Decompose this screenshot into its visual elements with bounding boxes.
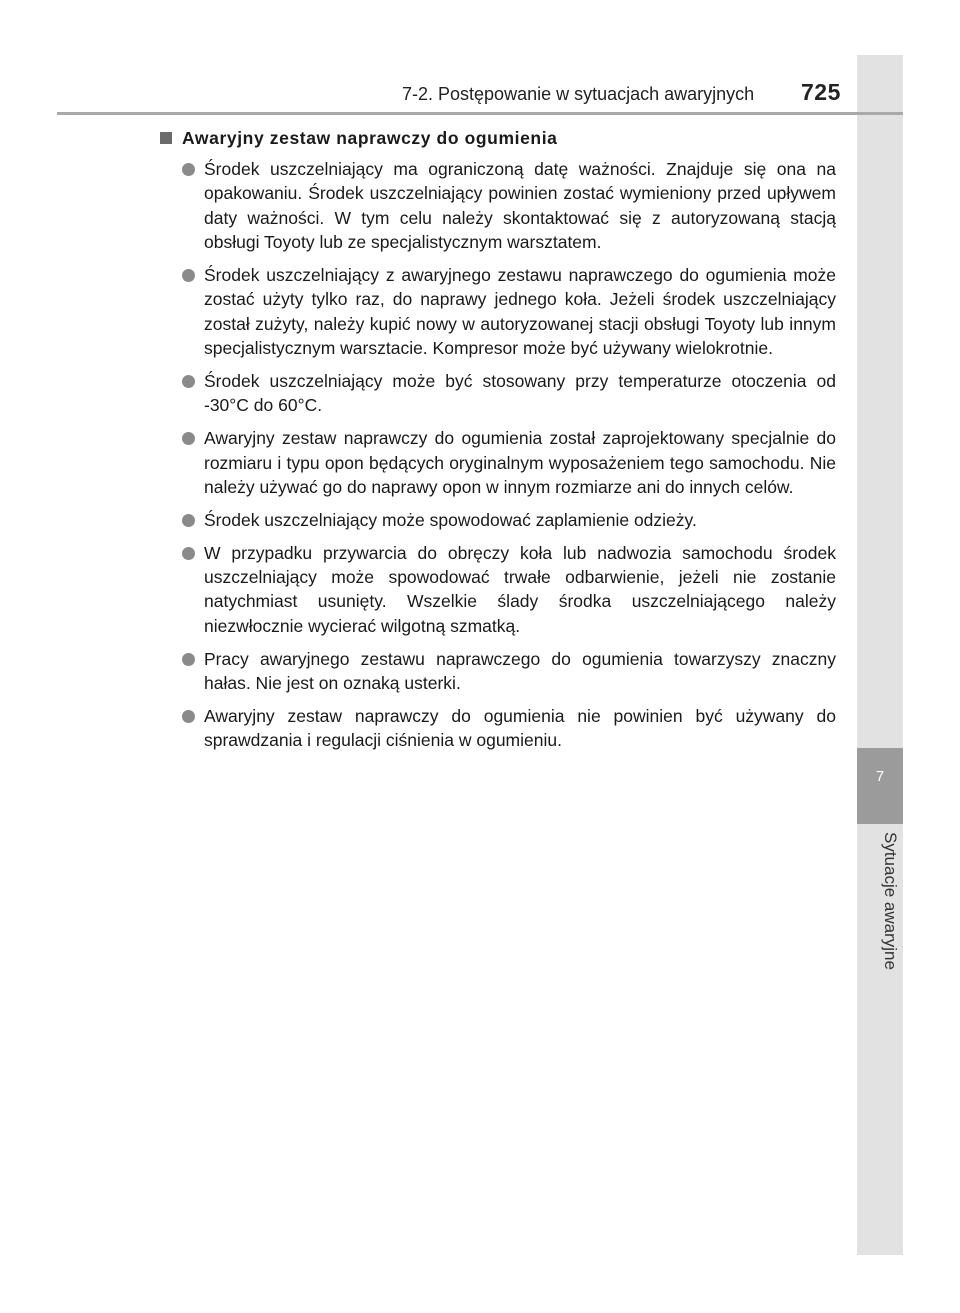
list-item-text: Awaryjny zestaw naprawczy do ogumienia został zaprojektowany specjalnie do rozmiaru i typu opon będących oryginalnym wyposażeniem tego samochodu. Nie należy używać go do naprawy opon w innym rozmiarze ani do innych celów. bbox=[204, 428, 836, 498]
circle-bullet-icon bbox=[182, 269, 195, 282]
list-item bbox=[160, 426, 836, 499]
page-number: 725 bbox=[801, 79, 841, 105]
circle-bullet-icon bbox=[182, 710, 195, 723]
list-item-text: Środek uszczelniający może być stosowany przy temperaturze otoczenia od -30°C do 60°C. bbox=[204, 371, 836, 416]
list-item bbox=[160, 157, 836, 255]
list-item bbox=[160, 541, 836, 639]
chapter-number-tab bbox=[857, 748, 903, 824]
section-heading bbox=[160, 126, 836, 150]
list-item-text: Środek uszczelniający ma ograniczoną datę ważności. Znajduje się ona na opakowaniu. Środek uszczelniający powinien zostać wymieniony przed upływem daty ważności. W tym celu należy skontaktować się z autoryzowaną stacją obsługi Toyoty lub ze specjalistycznym warsztatem. bbox=[204, 159, 836, 253]
list-item-text: W przypadku przywarcia do obręczy koła lub nadwozia samochodu środek uszczelniający może spowodować trwałe odbarwienie, jeżeli nie zostanie natychmiast usunięty. Wszelkie ślady środka uszczelniającego należy niezwłocznie wycierać wilgotną szmatką. bbox=[204, 542, 836, 636]
circle-bullet-icon bbox=[182, 163, 195, 176]
chapter-label: Sytuacje awaryjne bbox=[881, 832, 900, 970]
list-item-text: Środek uszczelniający może spowodować zaplamienie odzieży. bbox=[204, 509, 697, 530]
list-item bbox=[160, 704, 836, 753]
square-bullet-icon bbox=[160, 132, 172, 144]
circle-bullet-icon bbox=[182, 547, 195, 560]
chapter-number: 7 bbox=[875, 768, 885, 785]
list-item bbox=[160, 508, 836, 532]
list-item-text: Środek uszczelniający z awaryjnego zestawu naprawczego do ogumienia może zostać użyty tylko raz, do naprawy jednego koła. Jeżeli środek uszczelniający został zużyty, należy kupić nowy w autoryzowanej stacji obsługi Toyoty lub innym specjalistycznym warsztacie. Kompresor może być używany wielokrotnie. bbox=[204, 265, 836, 359]
header-divider bbox=[57, 112, 903, 115]
section-heading-text: Awaryjny zestaw naprawczy do ogumienia bbox=[182, 128, 558, 148]
circle-bullet-icon bbox=[182, 375, 195, 388]
list-item-text: Pracy awaryjnego zestawu naprawczego do ogumienia towarzyszy znaczny hałas. Nie jest on oznaką usterki. bbox=[204, 648, 836, 694]
circle-bullet-icon bbox=[182, 432, 195, 445]
main-content bbox=[160, 126, 836, 761]
circle-bullet-icon bbox=[182, 653, 195, 666]
list-item-text: Awaryjny zestaw naprawczy do ogumienia nie powinien być używany do sprawdzania i regulacji ciśnienia w ogumieniu. bbox=[204, 705, 836, 751]
list-item bbox=[160, 647, 836, 696]
list-item bbox=[160, 369, 836, 418]
bullet-list bbox=[160, 157, 836, 753]
chapter-side-tab bbox=[857, 55, 903, 1255]
list-item bbox=[160, 263, 836, 361]
circle-bullet-icon bbox=[182, 514, 195, 527]
page-header-title: 7-2. Postępowanie w sytuacjach awaryjnych bbox=[402, 84, 755, 104]
